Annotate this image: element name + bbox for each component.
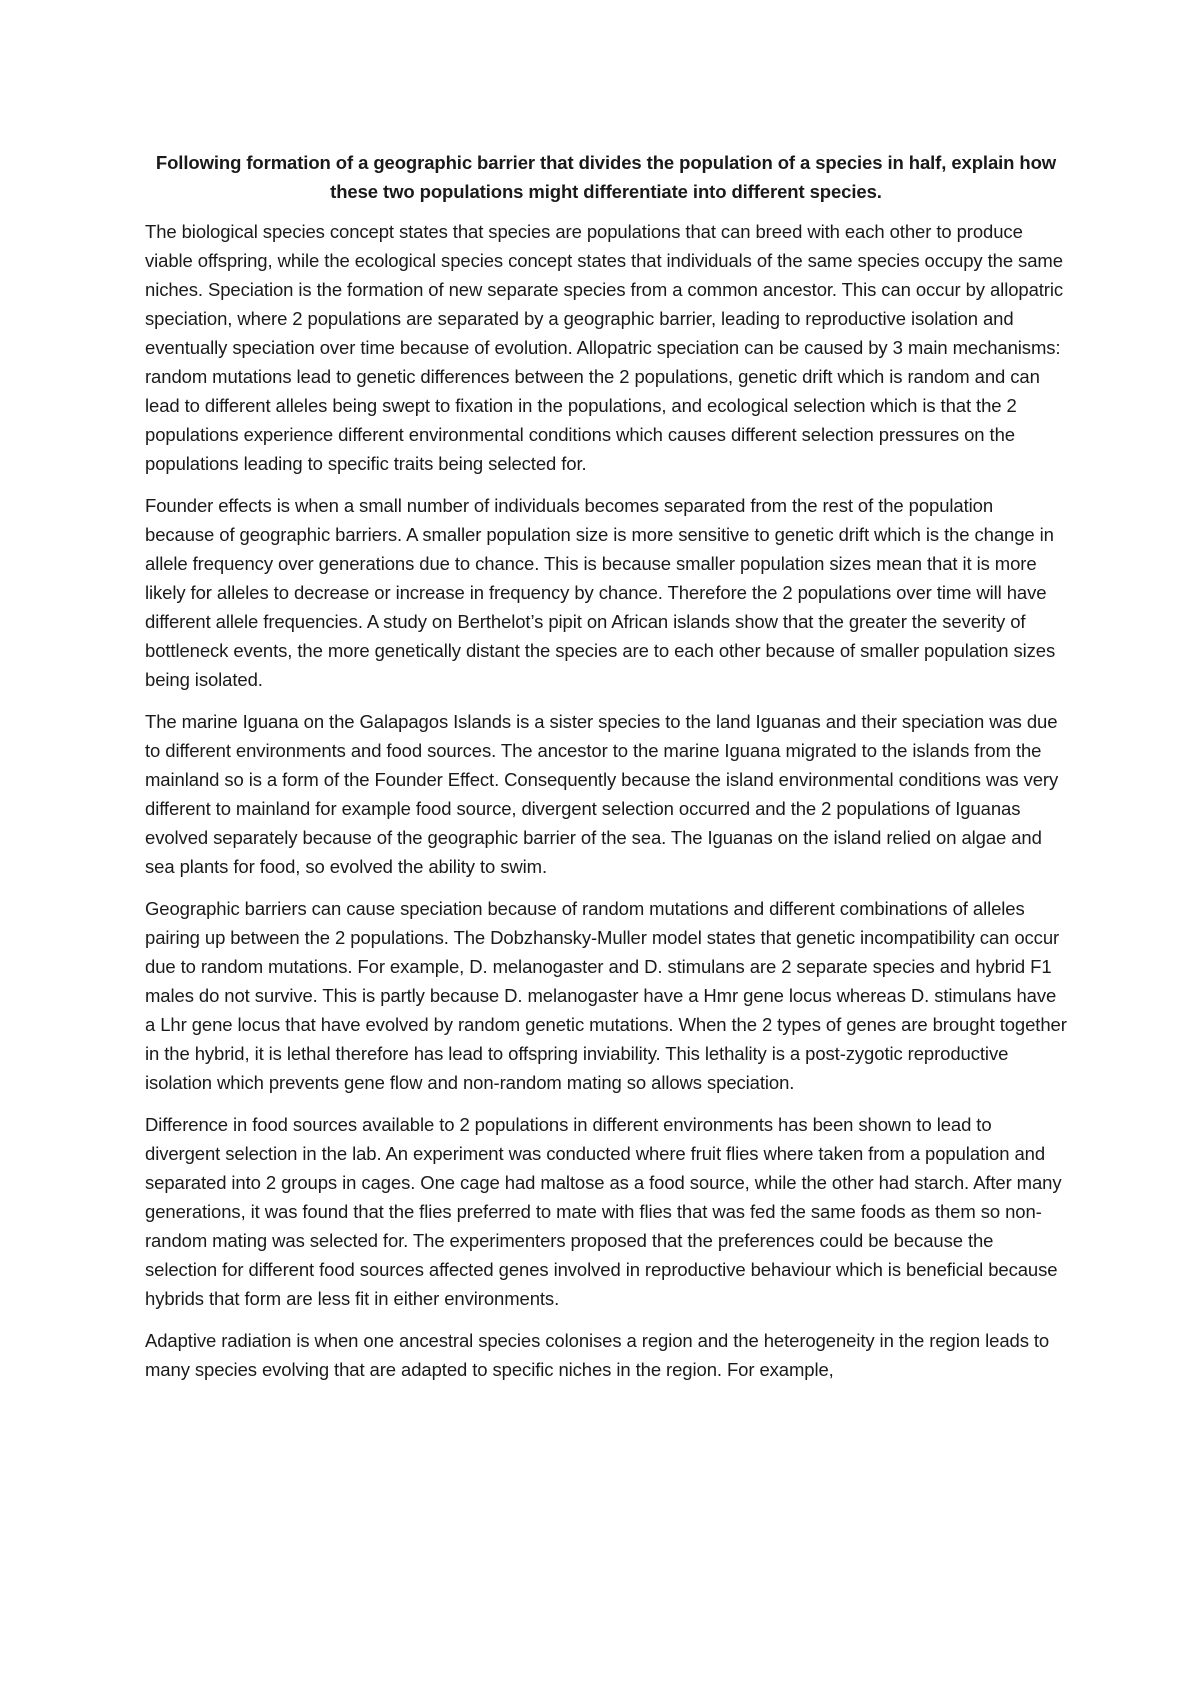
document-body [145,148,1067,1397]
paragraph-food-sources-experiment: Difference in food sources available to 2 populations in different environments has been shown to lead to divergent selection in the lab. An experiment was conducted where fruit flies where taken from a population and separated into 2 groups in cages. One cage had maltose as a food source, while the other had starch. After many generations, it was found that the flies preferred to mate with flies that was fed the same foods as them so non-random mating was selected for. The experimenters proposed that the preferences could be because the selection for different food sources affected genes involved in reproductive behaviour which is beneficial because hybrids that form are less fit in either environments. [145,1114,1062,1309]
paragraph-founder-effects: Founder effects is when a small number of individuals becomes separated from the rest of the population because of geographic barriers. A smaller population size is more sensitive to genetic drift which is the change in allele frequency over generations due to chance. This is because smaller population sizes mean that it is more likely for alleles to decrease or increase in frequency by chance. Therefore the 2 populations over time will have different allele frequencies. A study on Berthelot’s pipit on African islands show that the greater the severity of bottleneck events, the more genetically distant the species are to each other because of smaller population sizes being isolated. [145,495,1056,690]
essay-question-title: Following formation of a geographic barrier that divides the population of a species in half, explain how these two populations might differentiate into different species. [155,152,1057,202]
paragraph-marine-iguana: The marine Iguana on the Galapagos Islands is a sister species to the land Iguanas and their speciation was due to different environments and food sources. The ancestor to the marine Iguana migrated to the islands from the mainland so is a form of the Founder Effect. Consequently because the island environmental conditions was very different to mainland for example food source, divergent selection occurred and the 2 populations of Iguanas evolved separately because of the geographic barrier of the sea. The Iguanas on the island relied on algae and sea plants for food, so evolved the ability to swim. [145,711,1059,877]
paragraph-dobzhansky-muller: Geographic barriers can cause speciation because of random mutations and different combinations of alleles pairing up between the 2 populations. The Dobzhansky-Muller model states that genetic incompatibility can occur due to random mutations. For example, D. melanogaster and D. stimulans are 2 separate species and hybrid F1 males do not survive. This is partly because D. melanogaster have a Hmr gene locus whereas D. stimulans have a Lhr gene locus that have evolved by random genetic mutations. When the 2 types of genes are brought together in the hybrid, it is lethal therefore has lead to offspring inviability. This lethality is a post-zygotic reproductive isolation which prevents gene flow and non-random mating so allows speciation. [145,898,1067,1093]
paragraph-adaptive-radiation: Adaptive radiation is when one ancestral species colonises a region and the heterogeneity in the region leads to many species evolving that are adapted to specific niches in the region. For example, [145,1330,1050,1380]
paragraph-species-concepts: The biological species concept states that species are populations that can breed with each other to produce viable offspring, while the ecological species concept states that individuals of the same species occupy the same niches. Speciation is the formation of new separate species from a common ancestor. This can occur by allopatric speciation, where 2 populations are separated by a geographic barrier, leading to reproductive isolation and eventually speciation over time because of evolution. Allopatric speciation can be caused by 3 main mechanisms: random mutations lead to genetic differences between the 2 populations, genetic drift which is random and can lead to different alleles being swept to fixation in the populations, and ecological selection which is that the 2 populations experience different environmental conditions which causes different selection pressures on the populations leading to specific traits being selected for. [145,221,1064,474]
